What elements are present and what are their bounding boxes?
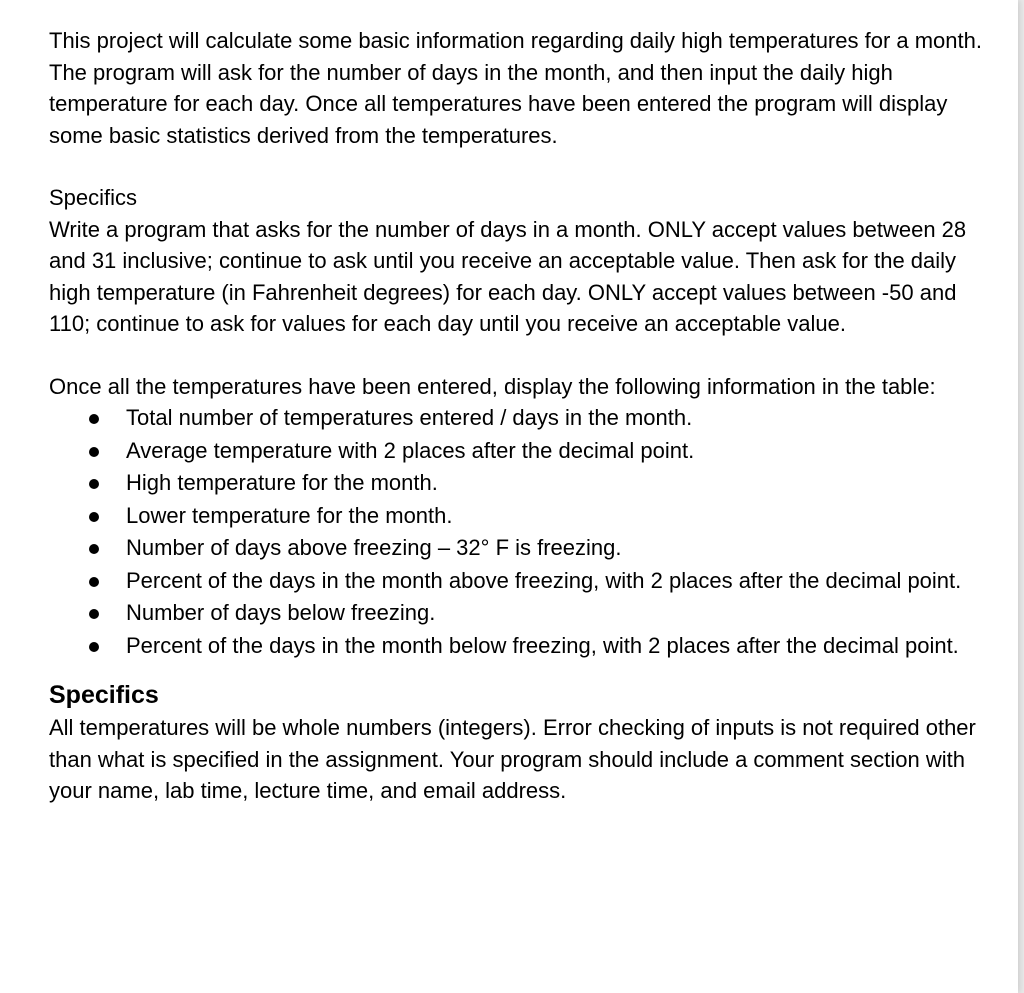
bullet-icon bbox=[89, 447, 99, 457]
list-item-text: Percent of the days in the month below freezing, with 2 places after the decimal point. bbox=[126, 632, 959, 658]
bullet-icon bbox=[89, 577, 99, 587]
list-item-text: Average temperature with 2 places after the decimal point. bbox=[126, 437, 695, 463]
list-item bbox=[49, 565, 989, 598]
bullet-icon bbox=[89, 479, 99, 489]
list-item bbox=[49, 500, 989, 533]
bullet-icon bbox=[89, 512, 99, 522]
list-item bbox=[49, 597, 989, 630]
specifics-paragraph: Write a program that asks for the number of days in a month. ONLY accept values between 28 and 31 inclusive; continue to ask until you receive an acceptable value. Then ask for the daily high temperature (in Fahrenheit degrees) for each day. ONLY accept values between -50 and 110; continue to ask for values for each day until you receive an acceptable value. bbox=[49, 216, 967, 336]
list-item-text: Number of days above freezing – 32° F is freezing. bbox=[126, 535, 622, 560]
specifics-requirements-paragraph: All temperatures will be whole numbers (integers). Error checking of inputs is not required other than what is specified in the assignment. Your program should include a comment section with your name, lab time, lecture time, and email address. bbox=[49, 715, 976, 803]
list-item-text: Lower temperature for the month. bbox=[126, 502, 453, 528]
list-item-text: Number of days below freezing. bbox=[126, 600, 436, 625]
specifics-heading: Specifics bbox=[49, 185, 138, 210]
document-content bbox=[49, 25, 989, 807]
list-item bbox=[49, 402, 989, 435]
bullet-icon bbox=[89, 609, 99, 619]
list-item-text: Percent of the days in the month above freezing, with 2 places after the decimal point. bbox=[126, 567, 962, 593]
specifics-bold-heading: Specifics bbox=[49, 681, 159, 709]
list-item bbox=[49, 467, 989, 500]
list-item bbox=[49, 435, 989, 468]
bullet-icon bbox=[89, 544, 99, 554]
list-item-text: High temperature for the month. bbox=[126, 470, 438, 495]
list-item-text: Total number of temperatures entered / days in the month. bbox=[126, 405, 693, 430]
list-item bbox=[49, 630, 989, 663]
display-intro-paragraph: Once all the temperatures have been entered, display the following information in the table: bbox=[49, 373, 936, 399]
intro-paragraph: This project will calculate some basic information regarding daily high temperatures for a month. The program will ask for the number of days in the month, and then input the daily high temperature for each day. Once all temperatures have been entered the program will display some basic statistics derived from the temperatures. bbox=[49, 28, 982, 148]
bullet-icon bbox=[89, 414, 99, 424]
bullet-icon bbox=[89, 642, 99, 652]
statistics-list bbox=[49, 402, 989, 662]
list-item bbox=[49, 532, 989, 565]
